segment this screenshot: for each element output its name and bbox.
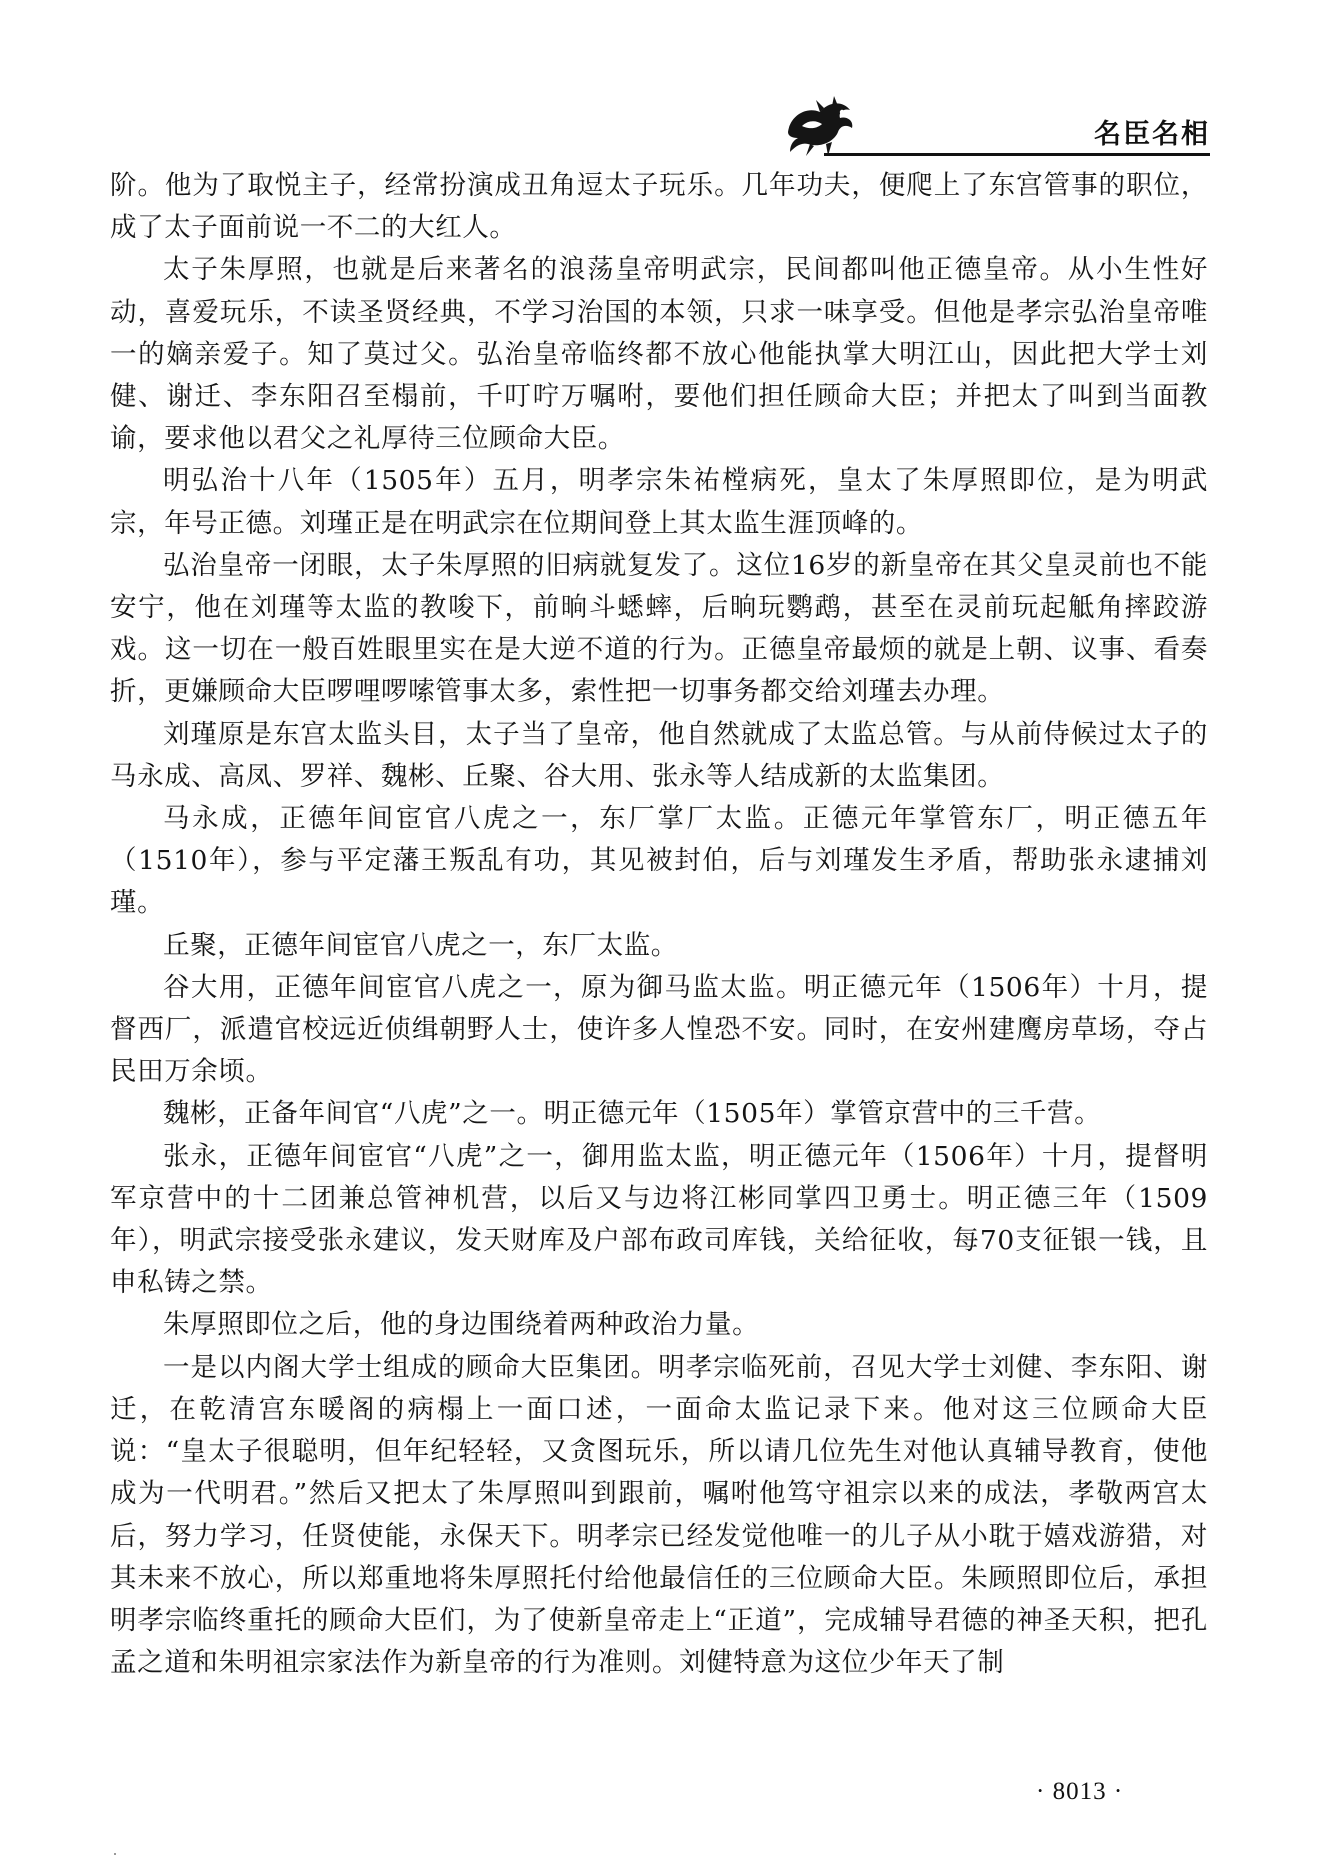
paragraph: 刘瑾原是东宫太监头目，太子当了皇帝，他自然就成了太监总管。与从前侍候过太子的马永成、高凤、罗祥、魏彬、丘聚、谷大用、张永等人结成新的太监集团。 — [110, 718, 1208, 792]
paragraph: 马永成，正德年间宦官八虎之一，东厂掌厂太监。正德元年掌管东厂，明正德五年（1510年），参与平定藩王叛乱有功，其见被封伯，后与刘瑾发生矛盾，帮助张永逮捕刘瑾。 — [110, 803, 1208, 919]
paragraph: 朱厚照即位之后，他的身边围绕着两种政治力量。 — [163, 1309, 760, 1341]
paragraph: 谷大用，正德年间宦官八虎之一，原为御马监太监。明正德元年（1506年）十月，提督西厂，派遣官校远近侦缉朝野人士，使许多人惶恐不安。同时，在安州建鹰房草场，夺占民田万余顷。 — [110, 971, 1208, 1088]
paragraph: 丘聚，正德年间宦官八虎之一，东厂太监。 — [163, 929, 678, 961]
paragraph: 弘治皇帝一闭眼，太子朱厚照的旧病就复发了。这位16岁的新皇帝在其父皇灵前也不能安宁，他在刘瑾等太监的教唆下，前晌斗蟋蟀，后晌玩鹦鹉，甚至在灵前玩起觝角摔跤游戏。这一切在一般百姓眼里实在是大逆不道的行为。正德皇帝最烦的就是上朝、议事、看奏折，更嫌顾命大臣啰哩啰嗦管事太多，索性把一切事务都交给刘瑾去办理。 — [110, 549, 1208, 708]
paragraph: 阶。他为了取悦主子，经常扮演成丑角逗太子玩乐。几年功夫，便爬上了东宫管事的职位，成了太子面前说一不二的大红人。 — [110, 170, 1208, 244]
paragraph: 太子朱厚照，也就是后来著名的浪荡皇帝明武宗，民间都叫他正德皇帝。从小生性好动，喜爱玩乐，不读圣贤经典，不学习治国的本领，只求一味享受。但他是孝宗弘治皇帝唯一的嫡亲爱子。知了莫过父。弘治皇帝临终都不放心他能执掌大明江山，因此把大学士刘健、谢迁、李东阳召至榻前，千叮咛万嘱咐，要他们担任顾命大臣；并把太了叫到当面教谕，要求他以君父之礼厚待三位顾命大臣。 — [110, 254, 1208, 455]
dragon-icon — [780, 92, 860, 158]
header-title: 名臣名相 — [1094, 119, 1210, 150]
paragraph: 张永，正德年间宦官“八虎”之一，御用监太监，明正德元年（1506年）十月，提督明军京营中的十二团兼总管神机营，以后又与边将江彬同掌四卫勇士。明正德三年（1509年），明武宗接受张永建议，发天财库及户部布政司库钱，关给征收，每70支征银一钱，且申私铸之禁。 — [110, 1140, 1208, 1299]
scan-speck — [114, 1853, 116, 1855]
running-header — [780, 92, 1210, 162]
paragraph: 魏彬，正备年间官“八虎”之一。明正德元年（1505年）掌管京营中的三千营。 — [163, 1098, 1102, 1130]
page-number: · 8013 · — [1036, 1778, 1124, 1805]
paragraph: 一是以内阁大学士组成的顾命大臣集团。明孝宗临死前，召见大学士刘健、李东阳、谢迁，在乾清宫东暖阁的病榻上一面口述，一面命太监记录下来。他对这三位顾命大臣说：“皇太子很聪明，但年纪轻轻，又贪图玩乐，所以请几位先生对他认真辅导教育，使他成为一代明君。”然后又把太了朱厚照叫到跟前，嘱咐他笃守祖宗以来的成法，孝敬两宫太后，努力学习，任贤使能，永保天下。明孝宗已经发觉他唯一的儿子从小耽于嬉戏游猎，对其未来不放心，所以郑重地将朱厚照托付给他最信任的三位顾命大臣。朱顾照即位后，承担明孝宗临终重托的顾命大臣们，为了使新皇帝走上“正道”，完成辅导君德的神圣天积，把孔孟之道和朱明祖宗家法作为新皇帝的行为准则。刘健特意为这位少年天了制 — [110, 1351, 1208, 1679]
body-text — [110, 165, 1208, 1684]
paragraph: 明弘治十八年（1505年）五月，明孝宗朱祐樘病死，皇太了朱厚照即位，是为明武宗，年号正德。刘瑾正是在明武宗在位期间登上其太监生涯顶峰的。 — [110, 465, 1208, 539]
header-rule — [824, 153, 1210, 156]
